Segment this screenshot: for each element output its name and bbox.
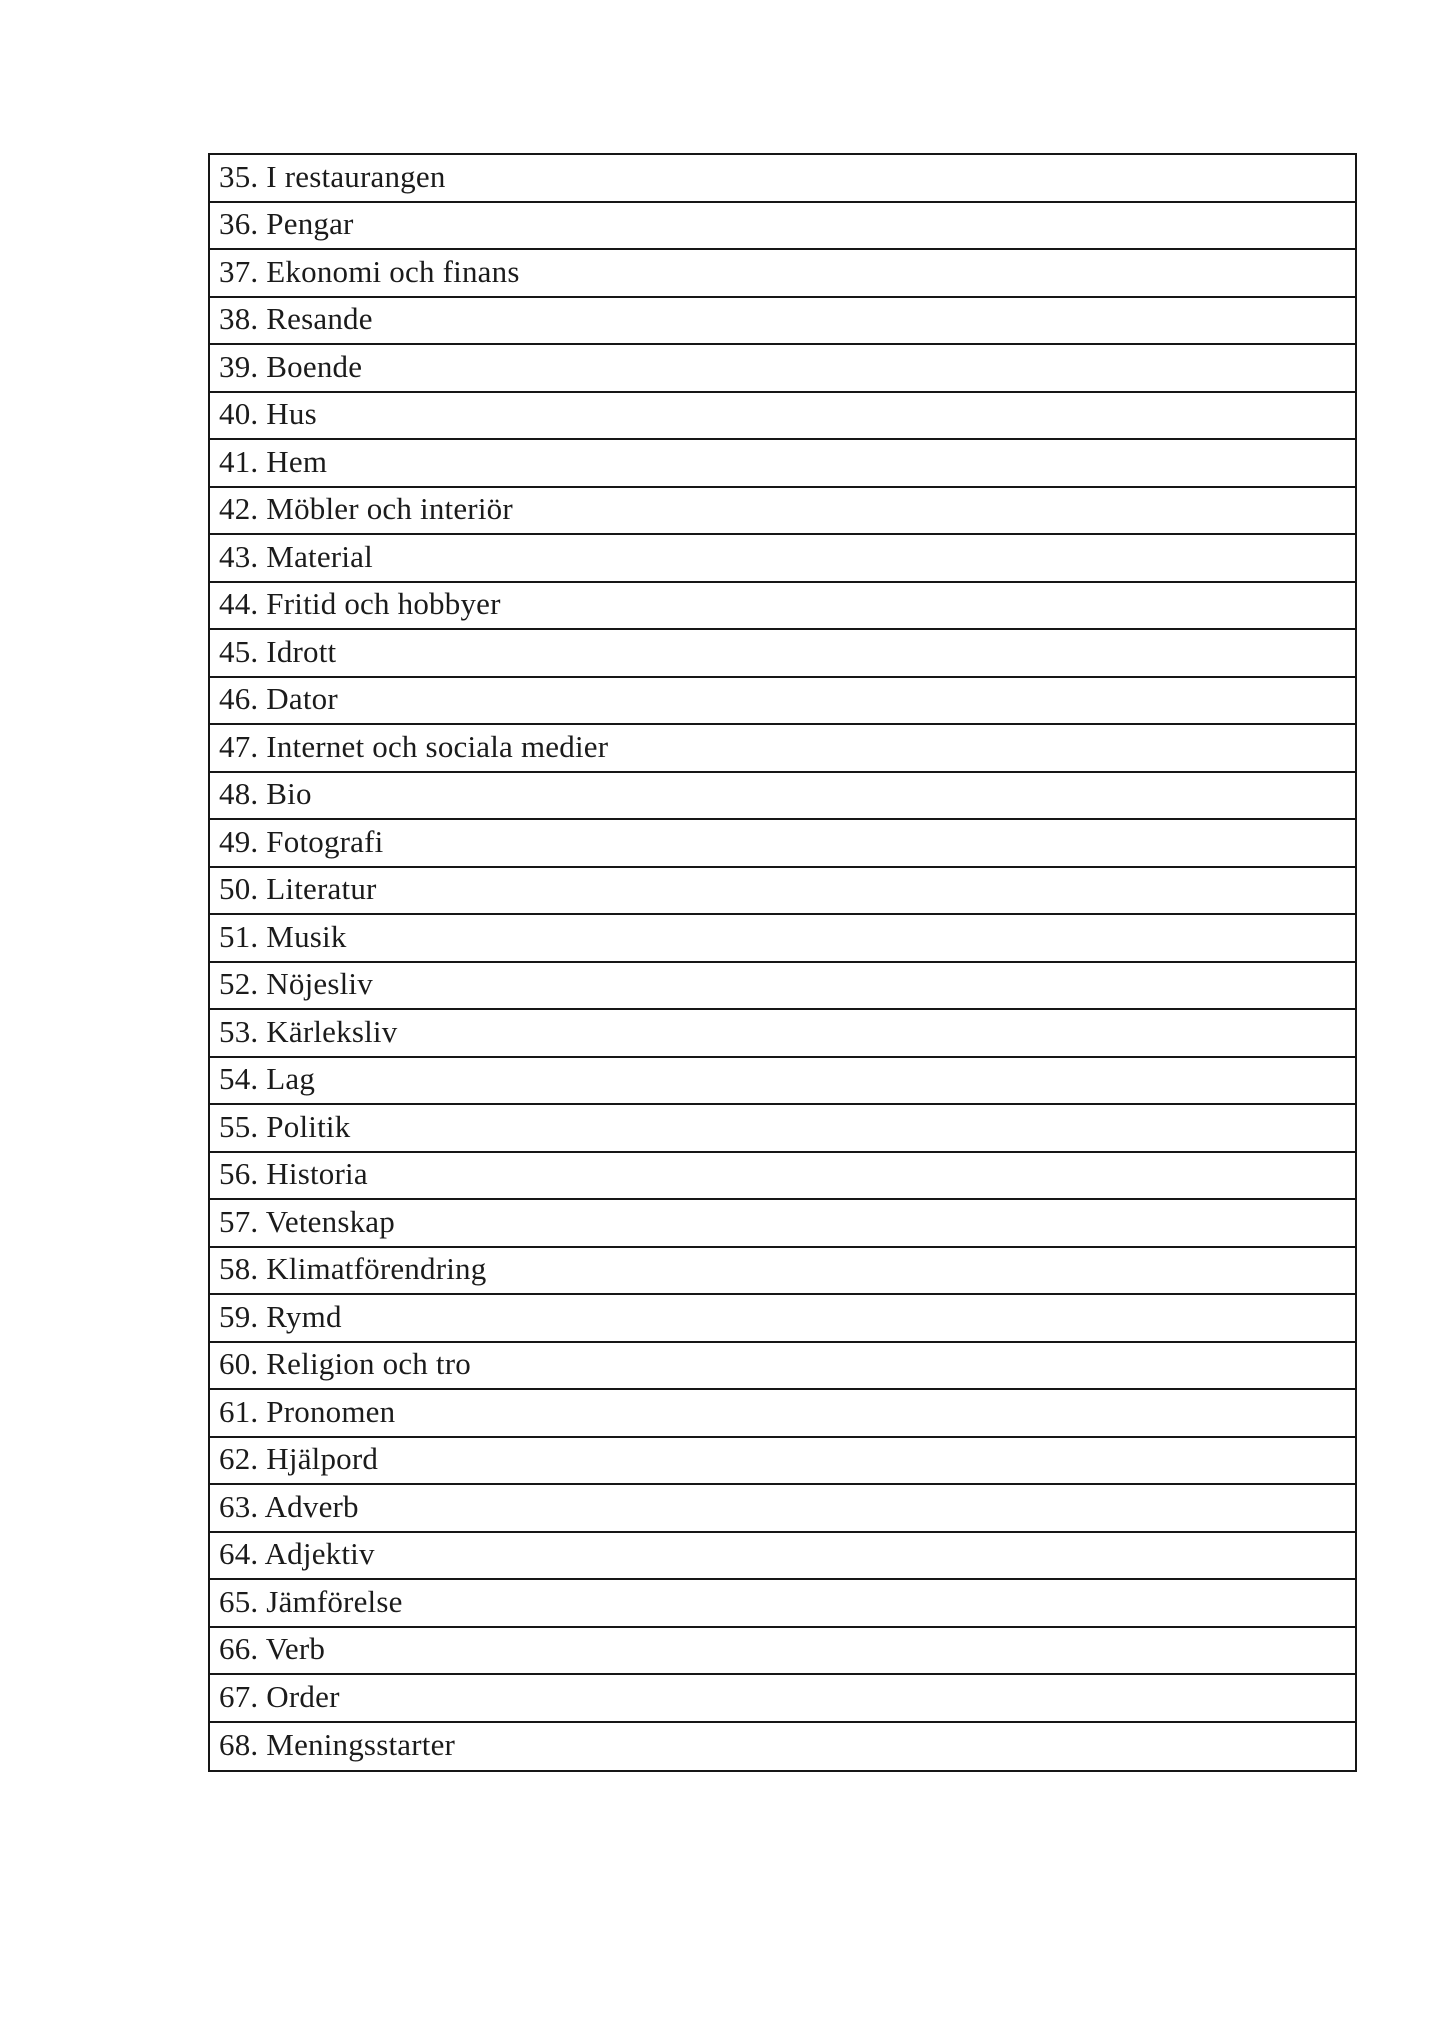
table-row [210, 678, 1355, 726]
table-cell-entry: 51. Musik [219, 918, 347, 954]
table-cell-entry: 37. Ekonomi och finans [219, 253, 520, 289]
table-row [210, 250, 1355, 298]
table-row [210, 1153, 1355, 1201]
table-row [210, 915, 1355, 963]
table-cell-entry: 42. Möbler och interiör [219, 491, 513, 527]
table-row [210, 203, 1355, 251]
table-cell-entry: 57. Vetenskap [219, 1203, 395, 1239]
table-row [210, 820, 1355, 868]
table-row [210, 1628, 1355, 1676]
table-cell-entry: 45. Idrott [219, 633, 337, 669]
table-row [210, 725, 1355, 773]
table-cell-entry: 64. Adjektiv [219, 1536, 375, 1572]
table-cell-entry: 48. Bio [219, 776, 312, 812]
contents-table [208, 153, 1357, 1772]
table-cell-entry: 52. Nöjesliv [219, 966, 373, 1002]
table-cell-entry: 66. Verb [219, 1631, 326, 1667]
table-cell-entry: 63. Adverb [219, 1488, 359, 1524]
table-row [210, 1010, 1355, 1058]
table-row [210, 868, 1355, 916]
table-cell-entry: 50. Literatur [219, 871, 377, 907]
table-cell-entry: 62. Hjälpord [219, 1441, 379, 1477]
table-cell-entry: 40. Hus [219, 396, 317, 432]
table-cell-entry: 46. Dator [219, 681, 338, 717]
table-row [210, 1438, 1355, 1486]
table-row [210, 1723, 1355, 1771]
table-row [210, 1248, 1355, 1296]
table-cell-entry: 60. Religion och tro [219, 1346, 471, 1382]
table-row [210, 1058, 1355, 1106]
table-cell-entry: 35. I restaurangen [219, 158, 446, 194]
table-row [210, 1533, 1355, 1581]
table-cell-entry: 56. Historia [219, 1156, 368, 1192]
table-cell-entry: 58. Klimatförendring [219, 1251, 487, 1287]
table-cell-entry: 67. Order [219, 1678, 340, 1714]
table-cell-entry: 59. Rymd [219, 1298, 342, 1334]
table-cell-entry: 65. Jämförelse [219, 1583, 403, 1619]
table-cell-entry: 55. Politik [219, 1108, 351, 1144]
table-cell-entry: 54. Lag [219, 1061, 316, 1097]
table-cell-entry: 47. Internet och sociala medier [219, 728, 609, 764]
table-row [210, 1295, 1355, 1343]
table-cell-entry: 38. Resande [219, 301, 373, 337]
table-row [210, 345, 1355, 393]
table-row [210, 393, 1355, 441]
table-row [210, 963, 1355, 1011]
table-row [210, 630, 1355, 678]
table-cell-entry: 53. Kärleksliv [219, 1013, 398, 1049]
table-row [210, 1580, 1355, 1628]
table-cell-entry: 68. Meningsstarter [219, 1727, 456, 1763]
table-cell-entry: 44. Fritid och hobbyer [219, 586, 501, 622]
table-cell-entry: 36. Pengar [219, 206, 354, 242]
table-row [210, 1343, 1355, 1391]
table-row [210, 1675, 1355, 1723]
table-row [210, 773, 1355, 821]
table-cell-entry: 49. Fotografi [219, 823, 384, 859]
table-row [210, 155, 1355, 203]
table-cell-entry: 43. Material [219, 538, 373, 574]
table-cell-entry: 41. Hem [219, 443, 328, 479]
table-row [210, 1200, 1355, 1248]
table-row [210, 583, 1355, 631]
table-row [210, 1390, 1355, 1438]
table-row [210, 1485, 1355, 1533]
table-row [210, 440, 1355, 488]
table-cell-entry: 39. Boende [219, 348, 363, 384]
table-cell-entry: 61. Pronomen [219, 1393, 396, 1429]
table-row [210, 535, 1355, 583]
table-row [210, 488, 1355, 536]
table-row [210, 1105, 1355, 1153]
table-row [210, 298, 1355, 346]
